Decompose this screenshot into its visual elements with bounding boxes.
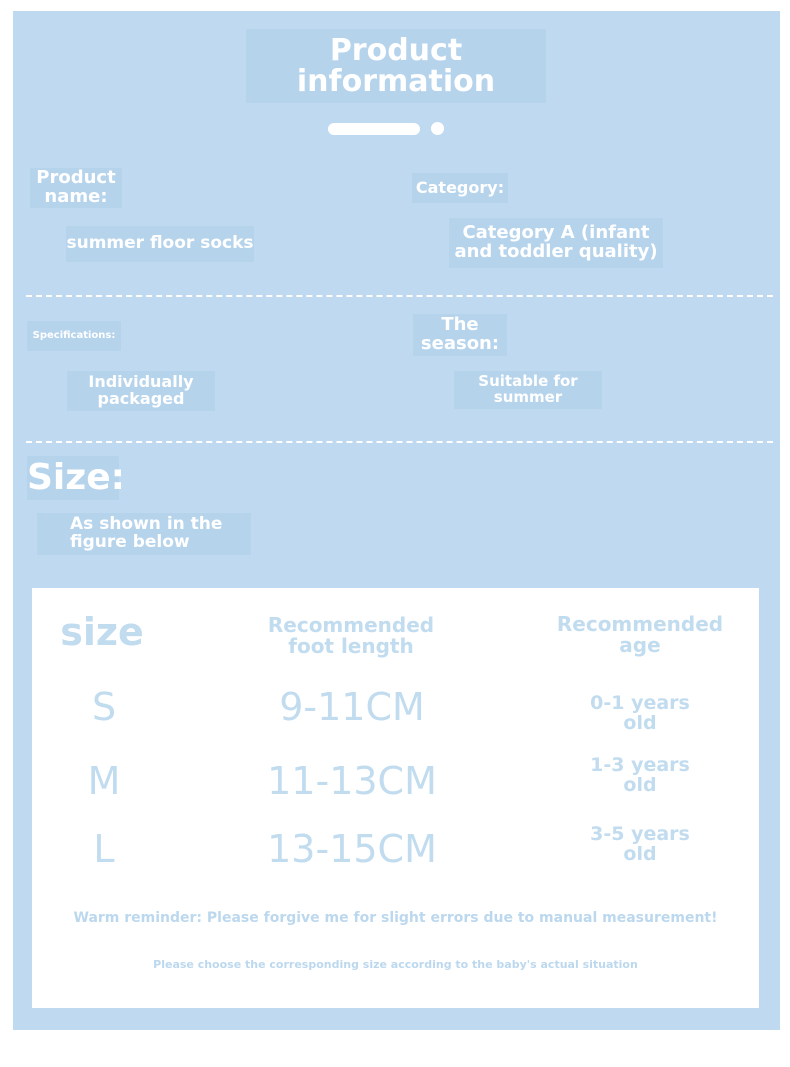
table-row-size: S	[91, 685, 117, 730]
size-column-header: size	[60, 610, 144, 655]
table-row-size: M	[87, 759, 121, 804]
table-row-size: L	[93, 827, 115, 872]
decor-dot	[431, 122, 444, 135]
table-row-foot-length: 9-11CM	[279, 685, 425, 730]
category-label: Category:	[412, 173, 508, 203]
season-label: The season:	[413, 314, 507, 356]
category-value: Category A (infant and toddler quality)	[449, 218, 663, 268]
divider-1	[26, 295, 773, 297]
size-table-card	[32, 588, 759, 1008]
size-note: As shown in the figure below	[37, 513, 251, 555]
table-row-foot-length: 11-13CM	[267, 759, 437, 804]
page-title: Product information	[246, 29, 546, 103]
decor-pill	[328, 123, 420, 135]
foot-length-column-header: Recommended foot length	[267, 613, 435, 658]
specifications-label: Specifications:	[27, 321, 121, 351]
divider-2	[26, 441, 773, 443]
table-row-age: 1-3 years old	[590, 754, 690, 796]
table-row-foot-length: 13-15CM	[267, 827, 437, 872]
product-info-panel	[13, 11, 780, 1030]
table-row-age: 0-1 years old	[590, 692, 690, 734]
size-advice: Please choose the corresponding size according to the baby's actual situation	[153, 958, 638, 971]
age-column-header: Recommended age	[556, 612, 724, 657]
table-row-age: 3-5 years old	[590, 823, 690, 865]
warm-reminder: Warm reminder: Please forgive me for slight errors due to manual measurement!	[73, 910, 718, 926]
season-value: Suitable for summer	[454, 371, 602, 409]
size-heading: Size:	[27, 457, 126, 499]
specifications-value: Individually packaged	[67, 371, 215, 411]
product-name-value: summer floor socks	[66, 226, 254, 262]
product-name-label: Product name:	[30, 168, 122, 208]
